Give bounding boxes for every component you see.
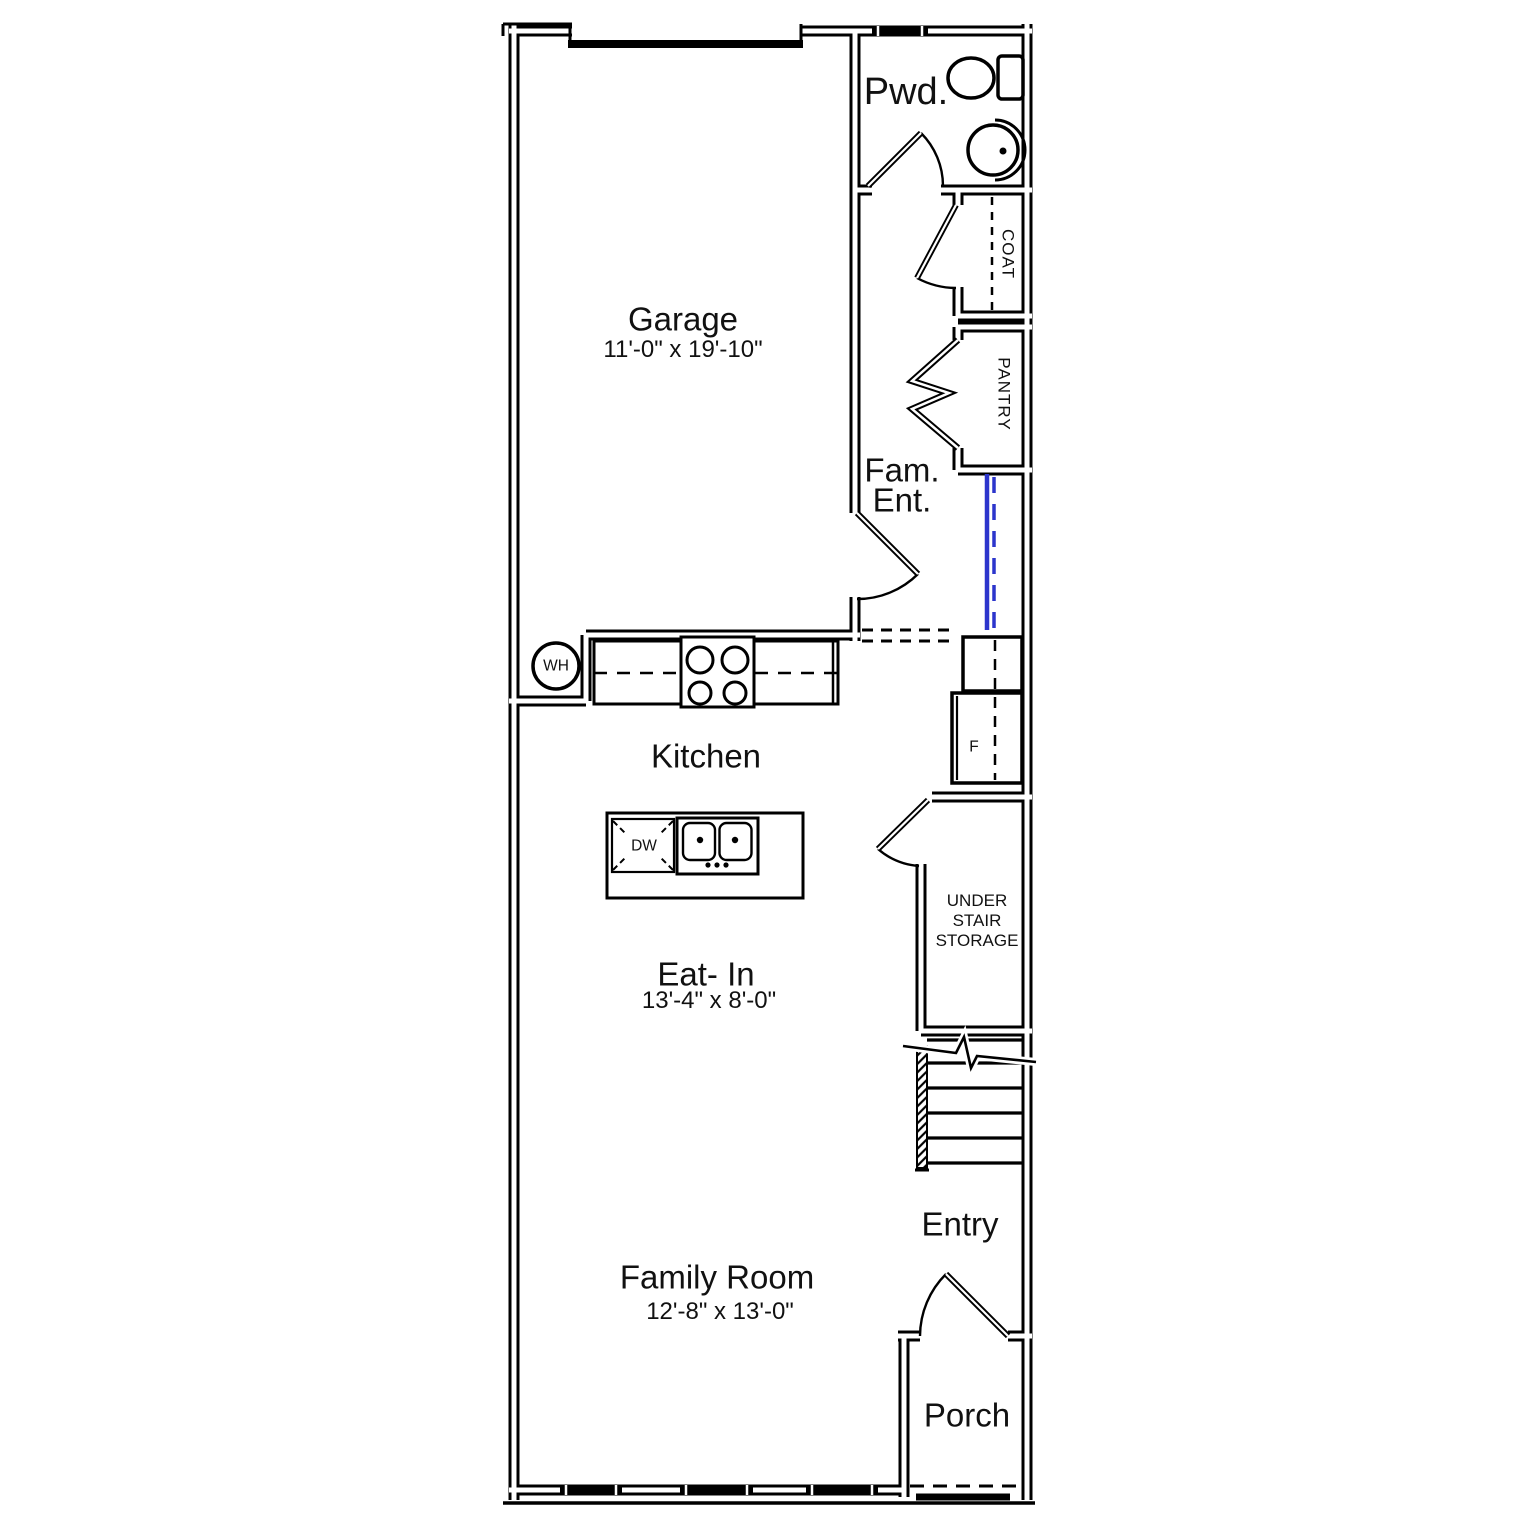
pantry-doors bbox=[912, 340, 958, 448]
toilet-icon bbox=[948, 56, 1023, 99]
dishwasher-label: DW bbox=[631, 837, 657, 855]
porch-label: Porch bbox=[923, 1396, 1011, 1434]
highlight-wall-blue bbox=[987, 474, 994, 630]
pantry-label: PANTRY bbox=[994, 357, 1014, 431]
entry-label: Entry bbox=[921, 1205, 999, 1243]
sink-icon bbox=[968, 120, 1025, 180]
fridge-icon bbox=[952, 637, 1022, 783]
family-room-label: Family Room bbox=[619, 1258, 815, 1296]
kitchen-label: Kitchen bbox=[650, 737, 762, 775]
porch-edge bbox=[910, 1486, 1020, 1497]
stair-stringer bbox=[917, 1046, 927, 1168]
garage-dimensions: 11'-0" x 19'-10" bbox=[603, 336, 763, 363]
family-entry-label-line1: Fam. bbox=[864, 451, 940, 489]
stove-icon bbox=[681, 637, 754, 707]
coat-closet-label: COAT bbox=[998, 229, 1018, 279]
under-stair-line2: STAIR bbox=[952, 911, 1002, 930]
eat-in-label: Eat- In bbox=[657, 955, 755, 993]
powder-room-label: Pwd. bbox=[863, 71, 949, 113]
refrigerator-label: F bbox=[969, 738, 979, 756]
stairs bbox=[903, 1037, 1036, 1170]
family-room-dimensions: 12'-8" x 13'-0" bbox=[646, 1298, 794, 1325]
family-entry-label-line2: Ent. bbox=[872, 481, 932, 519]
island bbox=[607, 813, 803, 898]
hall-opening-dashed bbox=[862, 630, 955, 641]
water-heater-label: WH bbox=[543, 657, 569, 675]
under-stair-line3: STORAGE bbox=[935, 931, 1019, 950]
eat-in-dimensions: 13'-4" x 8'-0" bbox=[641, 987, 777, 1014]
garage-label: Garage bbox=[627, 300, 739, 338]
under-stair-storage-label bbox=[936, 891, 1019, 951]
under-stair-line1: UNDER bbox=[946, 891, 1008, 910]
